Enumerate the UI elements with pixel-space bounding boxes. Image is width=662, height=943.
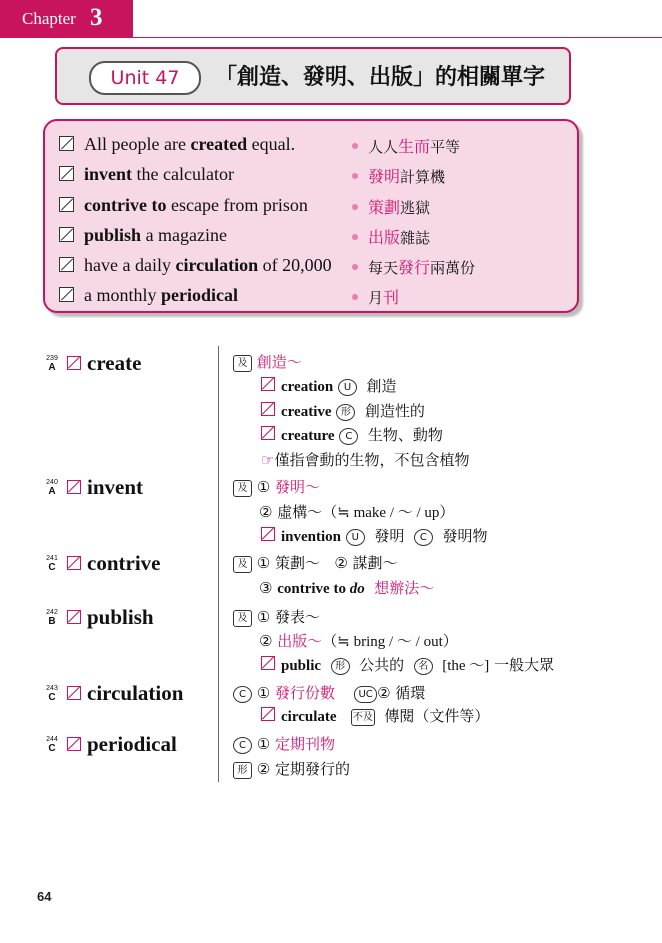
phrase-keyword: publish [84, 225, 142, 245]
phrase-text: a magazine [141, 225, 228, 245]
derivative-word: creation [281, 379, 334, 395]
definition-main: 發明～ [275, 478, 321, 496]
pos-mark: C [233, 737, 252, 754]
usage-note: [the ～] [442, 658, 490, 674]
derivative-meaning: 發明物 [442, 527, 488, 545]
headword [67, 681, 183, 706]
derivative-meaning: 傳閱（文件等） [384, 707, 490, 725]
bullet-icon [352, 294, 358, 300]
entry-number: 240 A [46, 479, 58, 497]
phrase-text: have a daily [84, 255, 176, 275]
pos-mark: 不及 [351, 709, 375, 726]
phrase-text: escape from prison [166, 195, 308, 215]
derivative-word: circulate [281, 709, 337, 725]
entry-number: 244 C [46, 736, 58, 754]
checkbox-icon[interactable] [67, 480, 81, 494]
sense-number: ③ [259, 579, 278, 597]
bullet-icon [352, 234, 358, 240]
translation-text: 人人 [368, 138, 399, 156]
definition-line [233, 682, 425, 703]
definition-text: ② 定期發行的 [256, 760, 350, 778]
phrase-box [43, 119, 579, 313]
pos-mark: 形 [336, 404, 355, 421]
chapter-number: 3 [90, 4, 103, 31]
checkbox-icon[interactable] [59, 197, 74, 212]
checkbox-icon[interactable] [67, 556, 81, 570]
checkbox-icon[interactable] [67, 610, 81, 624]
headword-text: publish [87, 605, 154, 629]
chapter-rule [133, 37, 662, 38]
translation-text: 逃獄 [400, 199, 431, 217]
translation-text: 平等 [430, 138, 461, 156]
checkbox-icon[interactable] [261, 377, 275, 391]
pos-mark: U [346, 529, 365, 546]
phrase-keyword: invent [84, 164, 133, 184]
translation-highlight: 發行 [398, 258, 431, 277]
checkbox-icon[interactable] [261, 426, 275, 440]
derivative-line [261, 400, 425, 421]
approx-symbol: ≒ [337, 503, 350, 521]
phrase-text: All people are [84, 134, 191, 154]
synonym-text: make / ～ / up [349, 505, 440, 521]
pos-mark: 及 [233, 610, 252, 627]
pos-mark: 及 [233, 480, 252, 497]
checkbox-icon[interactable] [59, 257, 74, 272]
derivative-line [261, 525, 487, 546]
definition-line [233, 733, 335, 754]
phrase-text: of 20,000 [258, 255, 332, 275]
headword-text: create [87, 351, 142, 375]
definition-line [233, 351, 302, 372]
definition-line [233, 552, 398, 573]
phrase-keyword: created [190, 134, 248, 154]
phrase-row [59, 255, 332, 276]
phrase-keyword: periodical [161, 285, 238, 305]
checkbox-icon[interactable] [261, 707, 275, 721]
definition-text: ① 策劃～ [256, 554, 320, 572]
definition-line [233, 606, 320, 627]
sense-number: ② [259, 632, 278, 650]
approx-symbol: ≒ [337, 632, 350, 650]
phrase-pattern: do [349, 581, 365, 597]
definition-text: （ [322, 632, 338, 650]
phrase-row [59, 225, 227, 246]
derivative-meaning: 發明 [374, 527, 405, 545]
checkbox-icon[interactable] [59, 227, 74, 242]
sense-number: ① [256, 735, 275, 753]
definition-main: 出版～ [277, 632, 323, 650]
phrase-row [59, 134, 295, 155]
bullet-icon [352, 264, 358, 270]
translation-highlight: 生而 [398, 137, 431, 156]
definition-line [259, 577, 434, 598]
translation-highlight: 策劃 [368, 198, 401, 217]
sense-number: ① [256, 478, 271, 496]
bullet-icon [352, 173, 358, 179]
definition-text: ） [439, 503, 455, 521]
headword [67, 475, 143, 500]
headword [67, 605, 154, 630]
column-divider [218, 346, 219, 782]
phrase-row [59, 195, 308, 216]
checkbox-icon[interactable] [59, 136, 74, 151]
phrase-text: a monthly [84, 285, 161, 305]
translation-text: 月 [368, 289, 384, 307]
derivative-meaning: 公共的 [359, 656, 405, 674]
page-number: 64 [37, 889, 52, 904]
translation-highlight: 刊 [383, 288, 400, 307]
chapter-tab [0, 0, 133, 38]
derivative-line [261, 654, 554, 675]
definition-line [233, 758, 350, 779]
headword [67, 551, 160, 576]
definition-text: ① 發表～ [256, 608, 320, 626]
headword-text: invent [87, 475, 144, 499]
derivative-line [261, 705, 489, 726]
translation-text: 每天 [368, 259, 399, 277]
definition-main: 創造～ [256, 353, 302, 371]
derivative-line [261, 424, 443, 445]
definition-text: ② 謀劃～ [334, 554, 398, 572]
translation-row [352, 134, 460, 157]
chapter-label: Chapter [22, 9, 76, 28]
derivative-line [261, 375, 397, 396]
translation-highlight: 發明 [368, 167, 401, 186]
derivative-word: creature [281, 428, 335, 444]
headword-text: periodical [87, 732, 177, 756]
phrase-keyword: circulation [175, 255, 259, 275]
unit-label: Unit 47 [89, 61, 201, 95]
bullet-icon [352, 143, 358, 149]
checkbox-icon[interactable] [67, 686, 81, 700]
phrase-keyword: contrive to [84, 195, 167, 215]
entry-number: 241 C [46, 555, 58, 573]
derivative-meaning: 創造 [366, 377, 397, 395]
checkbox-icon[interactable] [59, 287, 74, 302]
translation-text: 兩萬份 [430, 259, 476, 277]
pos-mark: C [339, 428, 358, 445]
note-line [261, 449, 469, 470]
checkbox-icon[interactable] [59, 166, 74, 181]
entry-number: 239 A [46, 355, 58, 373]
definition-text: ） [442, 632, 458, 650]
sense-number: ① [256, 684, 275, 702]
pos-mark: 及 [233, 556, 252, 573]
derivative-meaning: 一般大眾 [494, 656, 555, 674]
synonym-text: bring / ～ / out [349, 634, 443, 650]
definition-line [233, 476, 320, 497]
unit-banner [55, 47, 571, 105]
definition-text: ② 循環 [377, 684, 426, 702]
translation-text: 雜誌 [400, 229, 431, 247]
pos-mark: UC [354, 686, 377, 703]
bullet-icon [352, 204, 358, 210]
headword [67, 732, 177, 757]
entry-number: 243 C [46, 685, 58, 703]
definition-line [259, 630, 458, 651]
translation-text: 計算機 [400, 168, 446, 186]
headword [67, 351, 141, 376]
definition-line [259, 501, 454, 522]
definition-main: 想辦法～ [374, 579, 435, 597]
translation-row [352, 285, 399, 308]
translation-highlight: 出版 [368, 228, 401, 247]
phrase-row [59, 285, 238, 306]
translation-row [352, 195, 430, 218]
definition-text: 虛構～（ [277, 503, 338, 521]
pos-mark: 名 [414, 658, 433, 675]
phrase-text: the calculator [132, 164, 234, 184]
unit-title: 「創造、發明、出版」的相關單字 [215, 65, 546, 90]
sense-number: ② [259, 503, 273, 521]
pos-mark: U [338, 379, 357, 396]
pos-mark: C [414, 529, 433, 546]
definition-main: 發行份數 [275, 684, 336, 702]
phrase-row [59, 164, 234, 185]
translation-row [352, 255, 475, 278]
checkbox-icon[interactable] [67, 356, 81, 370]
pos-mark: C [233, 686, 252, 703]
translation-row [352, 225, 430, 248]
pos-mark: 及 [233, 355, 252, 372]
pos-mark: 形 [331, 658, 350, 675]
checkbox-icon[interactable] [261, 656, 275, 670]
pointing-hand-icon: ☞ [261, 451, 275, 469]
derivative-meaning: 創造性的 [364, 402, 425, 420]
derivative-word: invention [281, 529, 342, 545]
note-text: 僅指會動的生物，不包含植物 [274, 451, 470, 469]
derivative-meaning: 生物、動物 [367, 426, 443, 444]
phrase-text: equal. [247, 134, 296, 154]
translation-row [352, 164, 445, 187]
checkbox-icon[interactable] [261, 527, 275, 541]
headword-text: contrive [87, 551, 161, 575]
entry-number: 242 B [46, 609, 58, 627]
checkbox-icon[interactable] [261, 402, 275, 416]
headword-text: circulation [87, 681, 184, 705]
derivative-word: public [281, 658, 322, 674]
derivative-word: creative [281, 404, 332, 420]
checkbox-icon[interactable] [67, 737, 81, 751]
definition-main: 定期刊物 [275, 735, 336, 753]
phrase-pattern: contrive to [277, 581, 350, 597]
pos-mark: 形 [233, 762, 252, 779]
